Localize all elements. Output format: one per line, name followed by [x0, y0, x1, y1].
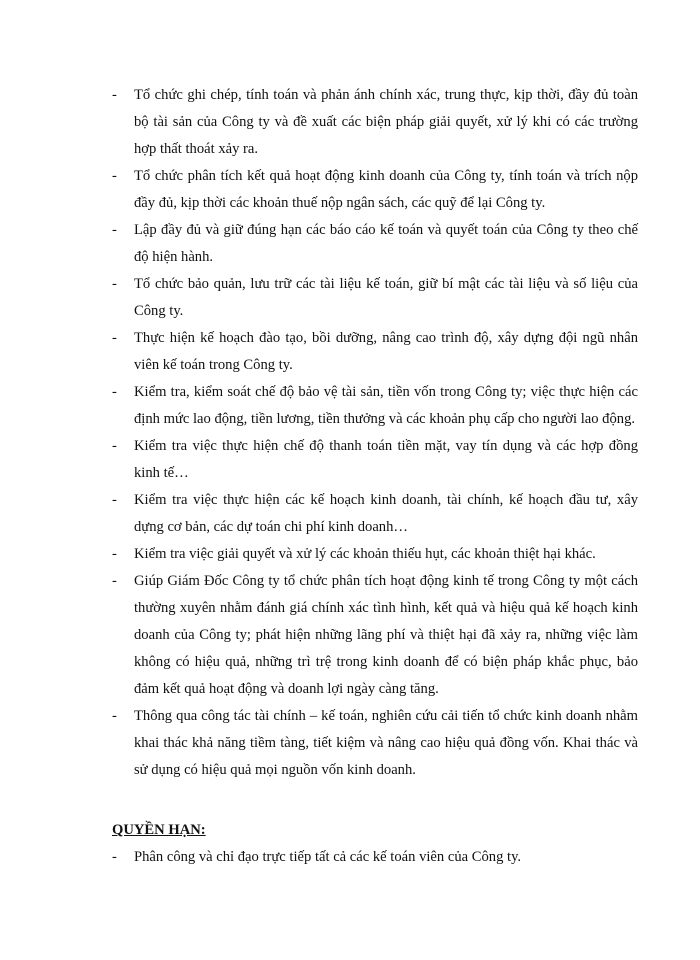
duty-text: Tổ chức bảo quản, lưu trữ các tài liệu kế toán, giữ bí mật các tài liệu và số liệu của Công ty. [134, 276, 638, 319]
duty-text: Kiểm tra, kiểm soát chế độ bảo vệ tài sản, tiền vốn trong Công ty; việc thực hiện các định mức lao động, tiền lương, tiền thưởng và các khoản phụ cấp cho người lao động. [134, 384, 638, 427]
dash-marker: - [112, 168, 117, 184]
dash-marker: - [112, 708, 117, 724]
duty-text: Thông qua công tác tài chính – kế toán, nghiên cứu cải tiến tổ chức kinh doanh nhằm khai thác khả năng tiềm tàng, tiết kiệm và nâng cao hiệu quả đồng vốn. Khai thác và sử dụng có hiệu quả mọi nguồn vốn kinh doanh. [134, 708, 638, 778]
dash-marker: - [112, 87, 117, 103]
duty-item-8 [112, 487, 638, 541]
duty-item-4 [112, 271, 638, 325]
dash-marker: - [112, 222, 117, 238]
duty-item-2 [112, 163, 638, 217]
duty-text: Giúp Giám Đốc Công ty tổ chức phân tích hoạt động kinh tế trong Công ty một cách thường xuyên nhằm đánh giá chính xác tình hình, kết quả và hiệu quả kế hoạch kinh doanh của Công ty; phát hiện những lãng phí và thiệt hại đã xảy ra, những việc làm không có hiệu quả, những trì trệ trong kinh doanh để có biện pháp khắc phục, bảo đảm kết quả hoạt động và doanh lợi ngày càng tăng. [134, 573, 638, 697]
duty-item-7 [112, 433, 638, 487]
dash-marker: - [112, 849, 117, 865]
rights-item-1 [112, 844, 638, 871]
duty-text: Kiểm tra việc giải quyết và xử lý các khoản thiếu hụt, các khoản thiệt hại khác. [134, 546, 596, 562]
duty-item-3 [112, 217, 638, 271]
duty-text: Tổ chức ghi chép, tính toán và phản ánh chính xác, trung thực, kịp thời, đầy đủ toàn bộ tài sản của Công ty và đề xuất các biện pháp giải quyết, xử lý khi có các trường hợp thất thoát xảy ra. [134, 87, 638, 157]
dash-marker: - [112, 438, 117, 454]
duty-item-5 [112, 325, 638, 379]
rights-list [112, 844, 638, 871]
duty-item-6 [112, 379, 638, 433]
duty-text: Tổ chức phân tích kết quả hoạt động kinh doanh của Công ty, tính toán và trích nộp đầy đủ, kịp thời các khoản thuế nộp ngân sách, các quỹ để lại Công ty. [134, 168, 638, 211]
duty-item-11 [112, 703, 638, 784]
dash-marker: - [112, 546, 117, 562]
duty-item-9 [112, 541, 638, 568]
dash-marker: - [112, 384, 117, 400]
dash-marker: - [112, 573, 117, 589]
dash-marker: - [112, 276, 117, 292]
duty-text: Kiểm tra việc thực hiện chế độ thanh toán tiền mặt, vay tín dụng và các hợp đồng kinh tế… [134, 438, 638, 481]
rights-heading: QUYỀN HẠN: [112, 822, 206, 838]
duty-item-1 [112, 82, 638, 163]
duties-list [112, 82, 638, 784]
duty-text: Lập đầy đủ và giữ đúng hạn các báo cáo kế toán và quyết toán của Công ty theo chế độ hiện hành. [134, 222, 638, 265]
duty-text: Thực hiện kế hoạch đào tạo, bồi dưỡng, nâng cao trình độ, xây dựng đội ngũ nhân viên kế toán trong Công ty. [134, 330, 638, 373]
duty-text: Kiểm tra việc thực hiện các kế hoạch kinh doanh, tài chính, kế hoạch đầu tư, xây dựng cơ bản, các dự toán chi phí kinh doanh… [134, 492, 638, 535]
dash-marker: - [112, 330, 117, 346]
duty-item-10 [112, 568, 638, 703]
dash-marker: - [112, 492, 117, 508]
rights-text: Phân công và chỉ đạo trực tiếp tất cả các kế toán viên của Công ty. [134, 849, 522, 865]
